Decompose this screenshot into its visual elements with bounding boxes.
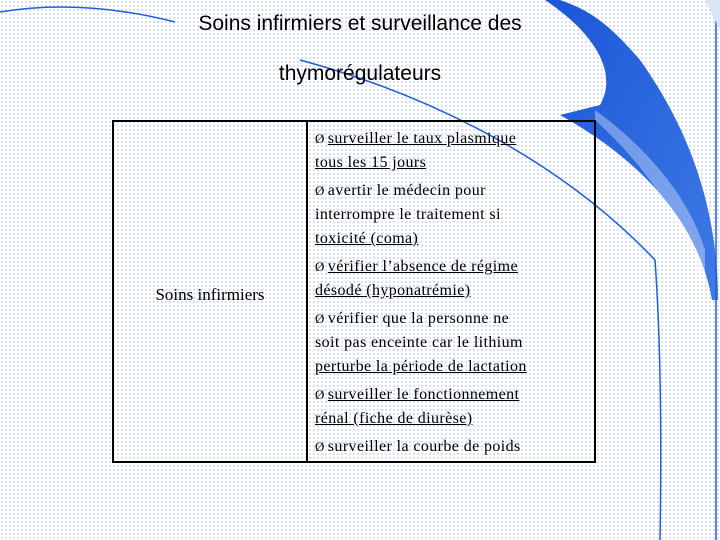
bullet-item bbox=[315, 255, 594, 303]
bullet-item bbox=[315, 383, 594, 431]
bullet-item bbox=[315, 435, 594, 459]
arrow-bullet-icon: Ø bbox=[315, 131, 325, 146]
bullet-item bbox=[315, 179, 594, 251]
bullet-text-line: désodé (hyponatrémie) bbox=[315, 282, 471, 299]
arrow-bullet-icon: Ø bbox=[315, 183, 325, 198]
bullet-text-line: avertir le médecin pour bbox=[327, 182, 486, 199]
bullet-text-line: tous les 15 jours bbox=[315, 154, 427, 171]
bullet-item bbox=[315, 127, 594, 175]
actions-cell bbox=[308, 122, 594, 461]
bullet-text-line: perturbe la période de lactation bbox=[315, 358, 527, 375]
bullet-text-line: soit pas enceinte car le lithium bbox=[315, 334, 523, 351]
category-cell bbox=[114, 122, 308, 461]
bullet-text-line: vérifier l’absence de régime bbox=[327, 258, 519, 275]
bullet-text-line: surveiller le fonctionnement bbox=[327, 386, 520, 403]
category-label: Soins infirmiers bbox=[155, 285, 265, 304]
bullet-text-line: surveiller le taux plasmique bbox=[327, 130, 517, 147]
arrow-bullet-icon: Ø bbox=[315, 311, 325, 326]
bullet-text-line: interrompre le traitement si bbox=[315, 206, 501, 223]
arrow-bullet-icon: Ø bbox=[315, 439, 325, 454]
bullet-item bbox=[315, 307, 594, 379]
arrow-bullet-icon: Ø bbox=[315, 387, 325, 402]
bullet-text-line: toxicité (coma) bbox=[315, 230, 419, 247]
bullet-text-line: vérifier que la personne ne bbox=[327, 310, 510, 327]
content-table bbox=[112, 120, 596, 463]
bullet-text-line: surveiller la courbe de poids bbox=[327, 438, 521, 455]
arrow-bullet-icon: Ø bbox=[315, 259, 325, 274]
slide-title-line-2: thymorégulateurs bbox=[278, 62, 442, 85]
bullet-text-line: rénal (fiche de diurèse) bbox=[315, 410, 473, 427]
slide-title-line-1: Soins infirmiers et surveillance des bbox=[198, 12, 522, 35]
